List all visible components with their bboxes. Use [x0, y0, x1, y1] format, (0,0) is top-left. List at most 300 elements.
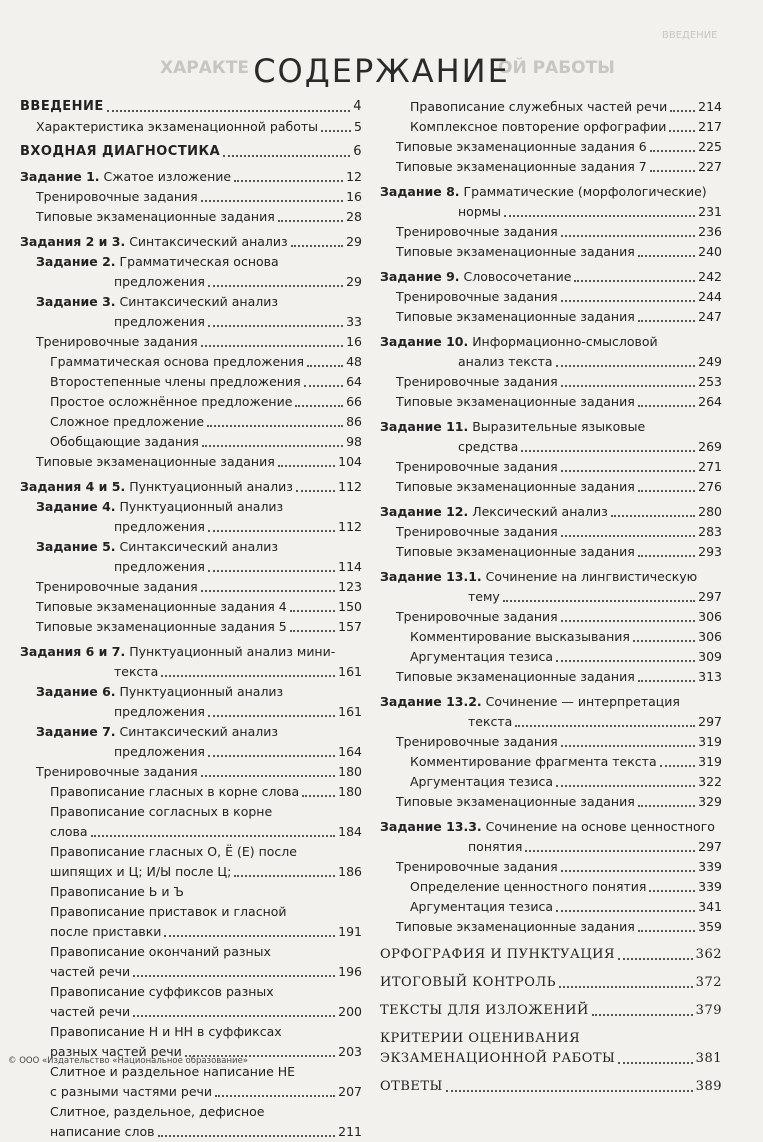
toc-entry[interactable] — [380, 607, 722, 627]
toc-entry[interactable] — [20, 882, 362, 902]
page-number: 12 — [346, 169, 362, 184]
dot-leader — [291, 245, 343, 247]
toc-entry[interactable] — [380, 627, 722, 647]
page-number: 271 — [698, 459, 722, 474]
toc-entry[interactable] — [20, 232, 362, 252]
toc-entry[interactable] — [20, 207, 362, 227]
toc-entry-title — [396, 917, 635, 937]
toc-row — [20, 942, 362, 962]
toc-row — [20, 702, 362, 722]
toc-row — [20, 682, 362, 702]
toc-entry[interactable] — [380, 1029, 722, 1069]
dot-leader — [446, 1090, 693, 1092]
toc-entry[interactable] — [20, 617, 362, 637]
toc-entry-title — [36, 597, 287, 617]
toc-row — [380, 307, 722, 327]
entry-text: Комментирование высказывания — [410, 629, 630, 644]
toc-entry[interactable] — [20, 1102, 362, 1142]
toc-row — [380, 477, 722, 497]
toc-entry[interactable] — [380, 267, 722, 287]
toc-entry-title — [396, 477, 635, 497]
page-number: 112 — [338, 519, 362, 534]
toc-entry[interactable] — [380, 1001, 722, 1021]
toc-entry-title — [36, 332, 198, 352]
toc-row — [20, 922, 362, 942]
entry-text: Типовые экзаменационные задания — [396, 479, 635, 494]
toc-entry[interactable] — [380, 857, 722, 877]
entry-text: Типовые экзаменационные задания — [36, 209, 275, 224]
toc-row — [380, 242, 722, 262]
entry-continuation: тему — [468, 589, 500, 604]
toc-entry[interactable] — [380, 417, 722, 457]
toc-row — [20, 782, 362, 802]
task-label: Задания 2 и 3. — [20, 234, 126, 249]
toc-entry[interactable] — [20, 432, 362, 452]
entry-continuation: ЭКЗАМЕНАЦИОННОЙ РАБОТЫ — [380, 1051, 616, 1066]
task-label: Задание 7. — [36, 724, 116, 739]
page-number: 339 — [698, 879, 722, 894]
page-number: 29 — [346, 274, 362, 289]
entry-text: Пунктуационный анализ — [115, 684, 284, 699]
toc-entry[interactable] — [20, 97, 362, 117]
entry-text: Типовые экзаменационные задания 5 — [36, 619, 287, 634]
entry-text: Тренировочные задания — [396, 289, 558, 304]
toc-entry[interactable] — [20, 902, 362, 942]
toc-entry[interactable] — [380, 772, 722, 792]
toc-entry[interactable] — [20, 477, 362, 497]
toc-entry[interactable] — [20, 392, 362, 412]
toc-entry[interactable] — [20, 942, 362, 982]
entry-text: Типовые экзаменационные задания — [396, 394, 635, 409]
toc-entry-title — [114, 312, 205, 332]
toc-entry-title — [396, 242, 635, 262]
dot-leader — [91, 835, 336, 837]
toc-entry-title — [36, 497, 283, 517]
entry-continuation: после приставки — [50, 924, 162, 939]
toc-row — [20, 662, 362, 682]
page-number: 339 — [698, 859, 722, 874]
toc-entry[interactable] — [380, 692, 722, 732]
toc-entry[interactable] — [380, 973, 722, 993]
toc-entry[interactable] — [20, 497, 362, 537]
toc-row — [20, 332, 362, 352]
dot-leader — [521, 450, 695, 452]
toc-entry[interactable] — [380, 792, 722, 812]
toc-entry[interactable] — [20, 537, 362, 577]
copyright-footer: © ООО «Издательство «Национальное образование» — [8, 1056, 249, 1066]
toc-row — [20, 117, 362, 137]
toc-row — [380, 692, 722, 712]
toc-entry-title — [468, 587, 500, 607]
toc-row — [20, 187, 362, 207]
ghost-text-left: ХАРАКТЕ — [160, 58, 249, 78]
dot-leader — [525, 850, 695, 852]
toc-row — [380, 267, 722, 287]
entry-continuation: с разными частями речи — [50, 1084, 213, 1099]
toc-row — [380, 917, 722, 937]
toc-entry-title — [20, 232, 288, 252]
page-number: 244 — [698, 289, 722, 304]
toc-row — [380, 417, 722, 437]
ghost-header: ВВЕДЕНИЕ — [662, 30, 718, 41]
page-number: 341 — [698, 899, 722, 914]
toc-row — [20, 352, 362, 372]
toc-entry[interactable] — [380, 97, 722, 117]
dot-leader — [561, 235, 695, 237]
entry-text: Тренировочные задания — [396, 459, 558, 474]
toc-entry[interactable] — [380, 647, 722, 667]
ghost-text-right: ОЙ РАБОТЫ — [498, 58, 615, 78]
page-number: 161 — [338, 704, 362, 719]
page-number: 207 — [338, 1084, 362, 1099]
toc-row — [380, 857, 722, 877]
toc-entry[interactable] — [20, 682, 362, 722]
toc-entry[interactable] — [380, 1077, 722, 1097]
entry-text: Правописание Н и НН в суффиксах — [50, 1024, 282, 1039]
page-number: 242 — [698, 269, 722, 284]
toc-entry[interactable] — [380, 137, 722, 157]
dot-leader — [201, 200, 343, 202]
toc-row — [380, 712, 722, 732]
toc-entry[interactable] — [380, 542, 722, 562]
toc-entry-title — [396, 457, 558, 477]
toc-row — [20, 312, 362, 332]
toc-row — [20, 167, 362, 187]
dot-leader — [208, 530, 335, 532]
dot-leader — [207, 425, 343, 427]
toc-row — [20, 617, 362, 637]
dot-leader — [638, 680, 695, 682]
page-number: 313 — [698, 669, 722, 684]
entry-text: Лексический анализ — [468, 504, 608, 519]
toc-row — [380, 647, 722, 667]
toc-entry[interactable] — [380, 392, 722, 412]
toc-entry-title — [20, 477, 293, 497]
toc-row — [20, 642, 362, 662]
toc-entry[interactable] — [20, 597, 362, 617]
entry-text: Грамматическая основа предложения — [50, 354, 304, 369]
entry-text: Грамматические (морфологические) — [459, 184, 707, 199]
entry-text: Тренировочные задания — [396, 734, 558, 749]
toc-entry-title — [36, 252, 279, 272]
toc-row — [20, 292, 362, 312]
page-number: 276 — [698, 479, 722, 494]
dot-leader — [302, 795, 335, 797]
toc-entry[interactable] — [20, 842, 362, 882]
dot-leader — [278, 220, 343, 222]
entry-continuation: текста — [114, 664, 159, 679]
toc-entry[interactable] — [380, 457, 722, 477]
page-number: 309 — [698, 649, 722, 664]
toc-entry[interactable] — [380, 877, 722, 897]
task-label: Задание 2. — [36, 254, 116, 269]
toc-entry-title — [396, 372, 558, 392]
toc-entry[interactable] — [380, 917, 722, 937]
dot-leader — [307, 365, 343, 367]
entry-continuation: анализ текста — [458, 354, 553, 369]
entry-continuation: написание слов — [50, 1124, 155, 1139]
toc-entry[interactable] — [380, 477, 722, 497]
toc-entry-title — [36, 452, 275, 472]
toc-entry-title — [36, 577, 198, 597]
entry-text: Правописание гласных О, Ё (Е) после — [50, 844, 297, 859]
entry-text: Типовые экзаменационные задания — [396, 919, 635, 934]
page-number: 48 — [346, 354, 362, 369]
toc-row — [380, 522, 722, 542]
page-number: 236 — [698, 224, 722, 239]
toc-entry-title — [380, 332, 658, 352]
dot-leader — [515, 725, 695, 727]
entry-continuation: частей речи — [50, 1004, 131, 1019]
page-number: 247 — [698, 309, 722, 324]
toc-entry-title — [114, 557, 205, 577]
dot-leader — [638, 490, 695, 492]
toc-entry[interactable] — [20, 722, 362, 762]
toc-entry-title — [380, 1049, 615, 1069]
task-label: Задание 1. — [20, 169, 100, 184]
page-number: 214 — [698, 99, 722, 114]
toc-entry-title — [36, 117, 318, 137]
dot-leader — [234, 180, 343, 182]
toc-entry-title — [396, 222, 558, 242]
toc-row — [380, 97, 722, 117]
page-number: 297 — [698, 714, 722, 729]
page-number: 186 — [338, 864, 362, 879]
toc-entry[interactable] — [20, 642, 362, 682]
toc-right-column — [380, 97, 722, 1097]
toc-row — [20, 1082, 362, 1102]
toc-entry[interactable] — [380, 307, 722, 327]
toc-entry[interactable] — [380, 287, 722, 307]
toc-entry[interactable] — [20, 187, 362, 207]
toc-entry[interactable] — [380, 522, 722, 542]
toc-entry-title — [380, 817, 715, 837]
toc-row — [380, 287, 722, 307]
toc-entry[interactable] — [20, 412, 362, 432]
entry-continuation: разных частей речи — [50, 1044, 182, 1059]
toc-row — [380, 437, 722, 457]
toc-entry[interactable] — [380, 732, 722, 752]
page-number: 157 — [338, 619, 362, 634]
page-number: 203 — [338, 1044, 362, 1059]
toc-row — [380, 157, 722, 177]
toc-entry-title — [50, 352, 304, 372]
page-number: 319 — [698, 734, 722, 749]
toc-entry-title — [20, 642, 335, 662]
entry-text: Типовые экзаменационные задания — [396, 544, 635, 559]
toc-row — [380, 877, 722, 897]
page-number: 297 — [698, 589, 722, 604]
toc-entry-title — [410, 752, 657, 772]
toc-entry[interactable] — [380, 222, 722, 242]
toc-entry-title — [458, 352, 553, 372]
entry-text: Синтаксический анализ — [125, 234, 288, 249]
toc-entry-title — [50, 392, 292, 412]
dot-leader — [164, 935, 335, 937]
entry-continuation: предложения — [114, 274, 205, 289]
entry-text: Тренировочные задания — [396, 524, 558, 539]
dot-leader — [556, 660, 695, 662]
toc-entry[interactable] — [20, 782, 362, 802]
entry-text: Простое осложнённое предложение — [50, 394, 293, 409]
entry-text: Определение ценностного понятия — [410, 879, 647, 894]
page-number: 104 — [338, 454, 362, 469]
page-number: 211 — [338, 1124, 362, 1139]
dot-leader — [618, 1062, 692, 1064]
entry-continuation: предложения — [114, 314, 205, 329]
toc-row — [380, 182, 722, 202]
entry-text: Второстепенные члены предложения — [50, 374, 301, 389]
toc-entry[interactable] — [20, 332, 362, 352]
dot-leader — [638, 930, 695, 932]
toc-entry[interactable] — [20, 802, 362, 842]
task-label: Задание 13.1. — [380, 569, 482, 584]
page-number: 280 — [698, 504, 722, 519]
task-label: Задание 9. — [380, 269, 460, 284]
toc-row — [20, 412, 362, 432]
toc-row — [20, 1002, 362, 1022]
dot-leader — [321, 130, 351, 132]
entry-text: ТЕКСТЫ ДЛЯ ИЗЛОЖЕНИЙ — [380, 1003, 589, 1018]
toc-entry-title — [410, 647, 553, 667]
toc-entry-title — [114, 742, 205, 762]
toc-entry[interactable] — [380, 157, 722, 177]
toc-entry-title — [36, 762, 198, 782]
toc-entry-title — [50, 962, 130, 982]
toc-row — [20, 272, 362, 292]
task-label: Задание 11. — [380, 419, 469, 434]
toc-entry[interactable] — [20, 252, 362, 292]
entry-text: Сочинение — интерпретация — [481, 694, 680, 709]
toc-row — [20, 497, 362, 517]
page-number: 293 — [698, 544, 722, 559]
toc-entry-title — [410, 97, 667, 117]
toc-entry-title — [468, 712, 512, 732]
toc-row — [20, 742, 362, 762]
toc-entry[interactable] — [20, 352, 362, 372]
toc-entry[interactable] — [380, 817, 722, 857]
toc-entry[interactable] — [380, 897, 722, 917]
toc-entry-title — [380, 1029, 580, 1049]
toc-row — [20, 842, 362, 862]
toc-entry[interactable] — [20, 982, 362, 1022]
toc-entry-title — [380, 502, 608, 522]
entry-text: Слитное, раздельное, дефисное — [50, 1104, 265, 1119]
toc-entry-title — [50, 882, 184, 902]
toc-entry[interactable] — [380, 117, 722, 137]
toc-entry[interactable] — [20, 452, 362, 472]
toc-entry[interactable] — [20, 142, 362, 162]
toc-entry-title — [36, 682, 283, 702]
toc-entry[interactable] — [380, 567, 722, 607]
dot-leader — [650, 150, 695, 152]
entry-text: Пунктуационный анализ — [125, 479, 293, 494]
toc-row — [20, 982, 362, 1002]
toc-entry-title — [36, 722, 278, 742]
toc-row — [380, 542, 722, 562]
toc-row — [20, 372, 362, 392]
toc-entry[interactable] — [380, 752, 722, 772]
toc-entry[interactable] — [20, 372, 362, 392]
page-number: 150 — [338, 599, 362, 614]
page-number: 249 — [698, 354, 722, 369]
page-number: 264 — [698, 394, 722, 409]
toc-row — [380, 667, 722, 687]
toc-entry-title — [396, 607, 558, 627]
task-label: Задание 3. — [36, 294, 116, 309]
entry-text: Обобщающие задания — [50, 434, 199, 449]
toc-entry[interactable] — [380, 502, 722, 522]
toc-entry-title — [396, 522, 558, 542]
toc-row — [20, 252, 362, 272]
toc-entry[interactable] — [20, 117, 362, 137]
dot-leader — [638, 555, 695, 557]
toc-entry-title — [396, 857, 558, 877]
toc-row — [380, 352, 722, 372]
page-number: 283 — [698, 524, 722, 539]
dot-leader — [208, 755, 335, 757]
toc-entry-title — [50, 1122, 155, 1142]
toc-entry[interactable] — [380, 332, 722, 372]
page-number: 164 — [338, 744, 362, 759]
toc-entry-title — [50, 412, 204, 432]
toc-row — [20, 962, 362, 982]
page-number: 66 — [346, 394, 362, 409]
toc-row — [380, 502, 722, 522]
entry-text: Типовые экзаменационные задания 7 — [396, 159, 647, 174]
entry-text: Правописание приставок и гласной — [50, 904, 287, 919]
toc-row — [20, 232, 362, 252]
page-number: 269 — [698, 439, 722, 454]
toc-entry-title — [20, 142, 220, 162]
toc-entry[interactable] — [20, 577, 362, 597]
entry-text: Правописание служебных частей речи — [410, 99, 668, 114]
toc-entry[interactable] — [380, 667, 722, 687]
toc-row — [20, 392, 362, 412]
toc-left-column — [20, 97, 362, 1142]
toc-row — [380, 567, 722, 587]
toc-row — [380, 332, 722, 352]
toc-entry-title — [396, 157, 647, 177]
page-number: 225 — [698, 139, 722, 154]
toc-entry[interactable] — [380, 242, 722, 262]
page-number: 33 — [346, 314, 362, 329]
toc-entry-title — [458, 202, 501, 222]
toc-entry-title — [380, 182, 707, 202]
toc-entry[interactable] — [20, 167, 362, 187]
toc-entry[interactable] — [380, 945, 722, 965]
toc-row — [20, 882, 362, 902]
task-label: Задание 10. — [380, 334, 469, 349]
toc-row — [20, 902, 362, 922]
toc-entry[interactable] — [380, 182, 722, 222]
task-label: Задания 4 и 5. — [20, 479, 126, 494]
entry-continuation: текста — [468, 714, 513, 729]
dot-leader — [561, 870, 695, 872]
toc-entry-title — [50, 942, 271, 962]
toc-entry[interactable] — [20, 1062, 362, 1102]
toc-entry[interactable] — [20, 762, 362, 782]
entry-continuation: предложения — [114, 519, 205, 534]
toc-entry[interactable] — [20, 292, 362, 332]
toc-row — [380, 752, 722, 772]
entry-text: Слитное и раздельное написание НЕ — [50, 1064, 296, 1079]
toc-entry[interactable] — [380, 372, 722, 392]
toc-entry-title — [410, 772, 553, 792]
dot-leader — [133, 1015, 335, 1017]
entry-continuation: частей речи — [50, 964, 131, 979]
entry-text: Синтаксический анализ — [115, 294, 278, 309]
